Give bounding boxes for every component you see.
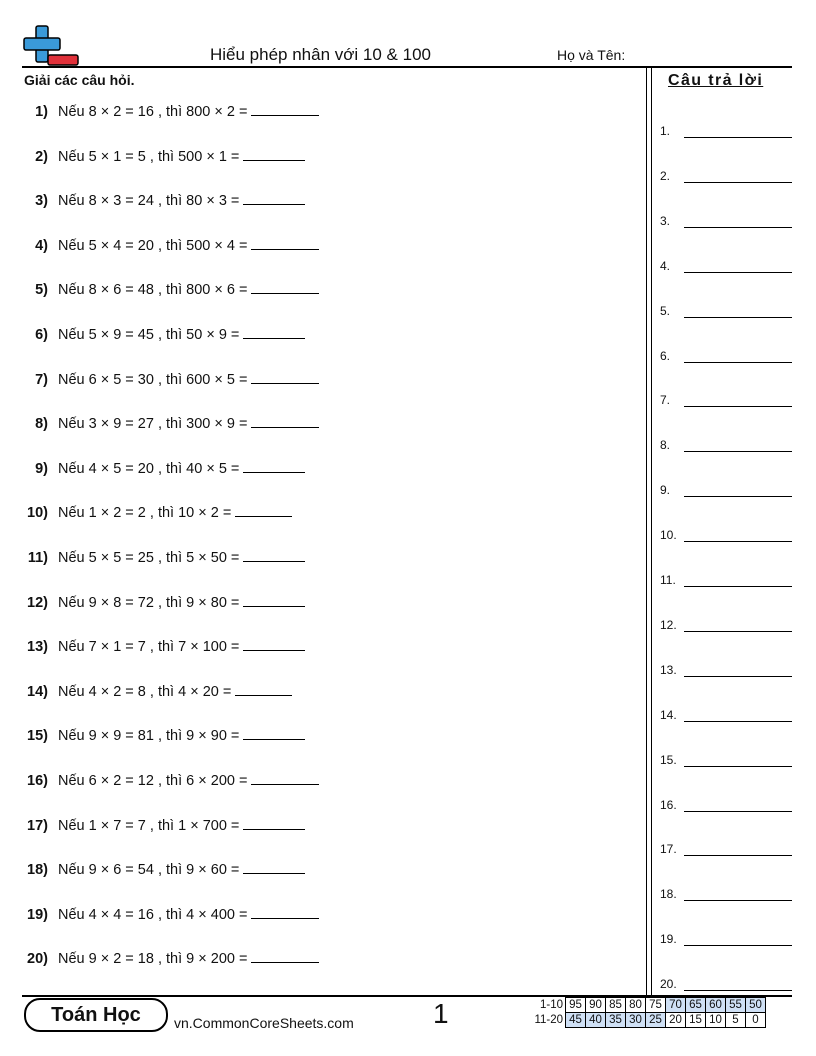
score-row [530, 998, 766, 1013]
answer-label: 11. [660, 573, 676, 587]
score-cell: 10 [706, 1013, 726, 1028]
page-number: 1 [433, 998, 449, 1029]
answer-blank[interactable] [243, 815, 305, 830]
answer-line[interactable] [684, 900, 792, 901]
question-number: 4) [35, 237, 48, 254]
question-text: Nếu 4 × 5 = 20 , thì 40 × 5 = [58, 460, 240, 477]
brand-badge: Toán Học [24, 998, 168, 1032]
answer-line[interactable] [684, 945, 792, 946]
question-text: Nếu 5 × 1 = 5 , thì 500 × 1 = [58, 148, 240, 165]
answer-line[interactable] [684, 721, 792, 722]
question-number: 11) [27, 550, 48, 566]
answer-blank[interactable] [243, 592, 305, 607]
answer-label: 5. [660, 303, 671, 318]
answer-line[interactable] [684, 406, 792, 407]
question-number: 15) [27, 728, 48, 745]
answer-blank[interactable] [243, 725, 305, 740]
score-cell: 55 [726, 998, 746, 1013]
score-cell: 40 [586, 1013, 606, 1028]
question-row [24, 324, 305, 343]
question-number: 7) [35, 371, 48, 388]
question-row [24, 146, 305, 165]
answer-line[interactable] [684, 227, 792, 228]
answer-label: 17. [660, 842, 677, 857]
question-row [24, 859, 305, 878]
answer-line[interactable] [684, 541, 792, 542]
question-number: 18) [27, 862, 48, 879]
answer-line[interactable] [684, 586, 792, 587]
question-text: Nếu 9 × 9 = 81 , thì 9 × 90 = [58, 728, 240, 745]
question-row [24, 815, 305, 834]
question-row [24, 592, 305, 611]
question-text: Nếu 5 × 5 = 25 , thì 5 × 50 = [58, 550, 240, 566]
score-table [530, 997, 766, 1028]
question-number: 16) [27, 773, 48, 789]
answer-blank[interactable] [243, 636, 305, 651]
question-number: 5) [35, 282, 48, 299]
question-number: 6) [35, 327, 48, 343]
question-number: 3) [35, 193, 48, 210]
answer-blank[interactable] [243, 146, 305, 161]
answer-line[interactable] [684, 362, 792, 363]
answer-label: 3. [660, 213, 671, 228]
answer-label: 20. [660, 977, 677, 992]
question-text: Nếu 4 × 2 = 8 , thì 4 × 20 = [58, 683, 232, 700]
score-cell: 95 [566, 998, 586, 1013]
column-divider [651, 68, 652, 995]
answer-blank[interactable] [251, 279, 319, 294]
question-text: Nếu 9 × 2 = 18 , thì 9 × 200 = [58, 951, 248, 968]
score-cell: 65 [686, 998, 706, 1013]
score-row-label: 1-10 [539, 999, 563, 1011]
answer-line[interactable] [684, 451, 792, 452]
question-row [24, 547, 305, 566]
answer-blank[interactable] [243, 324, 305, 339]
question-number: 10) [27, 505, 48, 522]
header-divider [22, 66, 792, 68]
answer-label: 18. [660, 887, 677, 902]
question-text: Nếu 8 × 6 = 48 , thì 800 × 6 = [58, 282, 248, 299]
question-text: Nếu 3 × 9 = 27 , thì 300 × 9 = [58, 416, 248, 433]
question-number: 2) [35, 148, 48, 165]
question-row [24, 458, 305, 477]
answer-label: 9. [660, 483, 671, 498]
answer-line[interactable] [684, 855, 792, 856]
question-row [24, 279, 319, 298]
site-url: vn.CommonCoreSheets.com [174, 1015, 354, 1031]
score-cell: 35 [606, 1013, 626, 1028]
answer-label: 15. [660, 752, 677, 767]
answer-label: 13. [660, 662, 677, 677]
score-cell: 85 [606, 998, 626, 1013]
question-text: Nếu 1 × 2 = 2 , thì 10 × 2 = [58, 505, 232, 522]
question-row [24, 948, 319, 967]
answer-blank[interactable] [251, 369, 319, 384]
score-cell: 15 [686, 1013, 706, 1028]
answer-label: 10. [660, 528, 677, 543]
question-text: Nếu 9 × 6 = 54 , thì 9 × 60 = [58, 862, 240, 879]
answer-blank[interactable] [235, 681, 292, 696]
answer-label: 1. [660, 124, 671, 138]
question-row [24, 636, 305, 655]
question-row [24, 904, 319, 923]
question-text: Nếu 6 × 2 = 12 , thì 6 × 200 = [58, 773, 248, 789]
answer-blank[interactable] [251, 770, 319, 785]
question-number: 17) [27, 817, 48, 834]
answer-line[interactable] [684, 496, 792, 497]
question-row [24, 190, 305, 209]
question-row [24, 413, 319, 432]
answer-line[interactable] [684, 676, 792, 677]
answer-label: 2. [660, 168, 671, 183]
question-text: Nếu 8 × 3 = 24 , thì 80 × 3 = [58, 193, 240, 210]
score-cell: 90 [586, 998, 606, 1013]
name-label: Họ và Tên: [557, 47, 626, 63]
question-number: 9) [35, 460, 48, 477]
question-number: 12) [27, 594, 48, 611]
question-text: Nếu 5 × 9 = 45 , thì 50 × 9 = [58, 327, 240, 343]
answer-blank[interactable] [251, 948, 319, 963]
answer-label: 19. [660, 932, 677, 947]
answer-blank[interactable] [251, 101, 319, 116]
score-cell: 75 [646, 998, 666, 1013]
answer-label: 12. [660, 617, 677, 632]
answer-blank[interactable] [243, 859, 305, 874]
answer-blank[interactable] [251, 235, 319, 250]
column-divider [646, 68, 647, 995]
answer-line[interactable] [684, 182, 792, 183]
answer-blank[interactable] [235, 502, 292, 517]
question-text: Nếu 7 × 1 = 7 , thì 7 × 100 = [58, 639, 240, 656]
answer-blank[interactable] [243, 190, 305, 205]
score-cell: 30 [626, 1013, 646, 1028]
question-row [24, 725, 305, 744]
question-number: 8) [35, 416, 48, 433]
worksheet-title: Hiểu phép nhân với 10 & 100 [210, 45, 431, 64]
answer-line[interactable] [684, 811, 792, 812]
question-row [24, 502, 292, 521]
question-text: Nếu 6 × 5 = 30 , thì 600 × 5 = [58, 371, 248, 388]
question-row [24, 369, 319, 388]
question-number: 1) [35, 104, 48, 120]
question-number: 20) [27, 951, 48, 968]
answer-line[interactable] [684, 317, 792, 318]
score-cell: 50 [746, 998, 766, 1013]
answer-label: 6. [660, 348, 671, 363]
question-number: 19) [27, 906, 48, 923]
score-cell: 20 [666, 1013, 686, 1028]
answer-blank[interactable] [243, 547, 305, 562]
instructions: Giải các câu hỏi. [24, 72, 135, 88]
score-cell: 25 [646, 1013, 666, 1028]
score-row-label: 11-20 [534, 1014, 563, 1026]
answer-line[interactable] [684, 137, 792, 138]
question-row [24, 681, 292, 700]
score-cell: 5 [726, 1013, 746, 1028]
question-text: Nếu 8 × 2 = 16 , thì 800 × 2 = [58, 104, 248, 120]
answer-label: 8. [660, 438, 671, 453]
question-number: 14) [27, 683, 48, 700]
answer-label: 7. [660, 393, 671, 408]
answer-blank[interactable] [251, 413, 319, 428]
score-cell: 60 [706, 998, 726, 1013]
answer-label: 16. [660, 797, 677, 812]
score-cell: 45 [566, 1013, 586, 1028]
score-cell: 0 [746, 1013, 766, 1028]
question-number: 13) [27, 639, 48, 656]
answer-blank[interactable] [251, 904, 319, 919]
question-text: Nếu 1 × 7 = 7 , thì 1 × 700 = [58, 817, 240, 834]
plus-minus-logo-icon [22, 24, 80, 68]
score-cell: 80 [626, 998, 646, 1013]
answer-line[interactable] [684, 990, 792, 991]
question-text: Nếu 5 × 4 = 20 , thì 500 × 4 = [58, 237, 248, 254]
question-text: Nếu 4 × 4 = 16 , thì 4 × 400 = [58, 906, 248, 923]
answer-line[interactable] [684, 766, 792, 767]
score-row [530, 1013, 766, 1028]
question-row [24, 235, 319, 254]
answer-line[interactable] [684, 631, 792, 632]
question-text: Nếu 9 × 8 = 72 , thì 9 × 80 = [58, 594, 240, 611]
score-cell: 70 [666, 998, 686, 1013]
answer-label: 4. [660, 258, 671, 273]
answers-title: Câu trả lời [668, 72, 764, 89]
question-row [24, 770, 319, 789]
answer-label: 14. [660, 707, 677, 722]
answer-blank[interactable] [243, 458, 305, 473]
answer-line[interactable] [684, 272, 792, 273]
question-row [24, 101, 319, 120]
